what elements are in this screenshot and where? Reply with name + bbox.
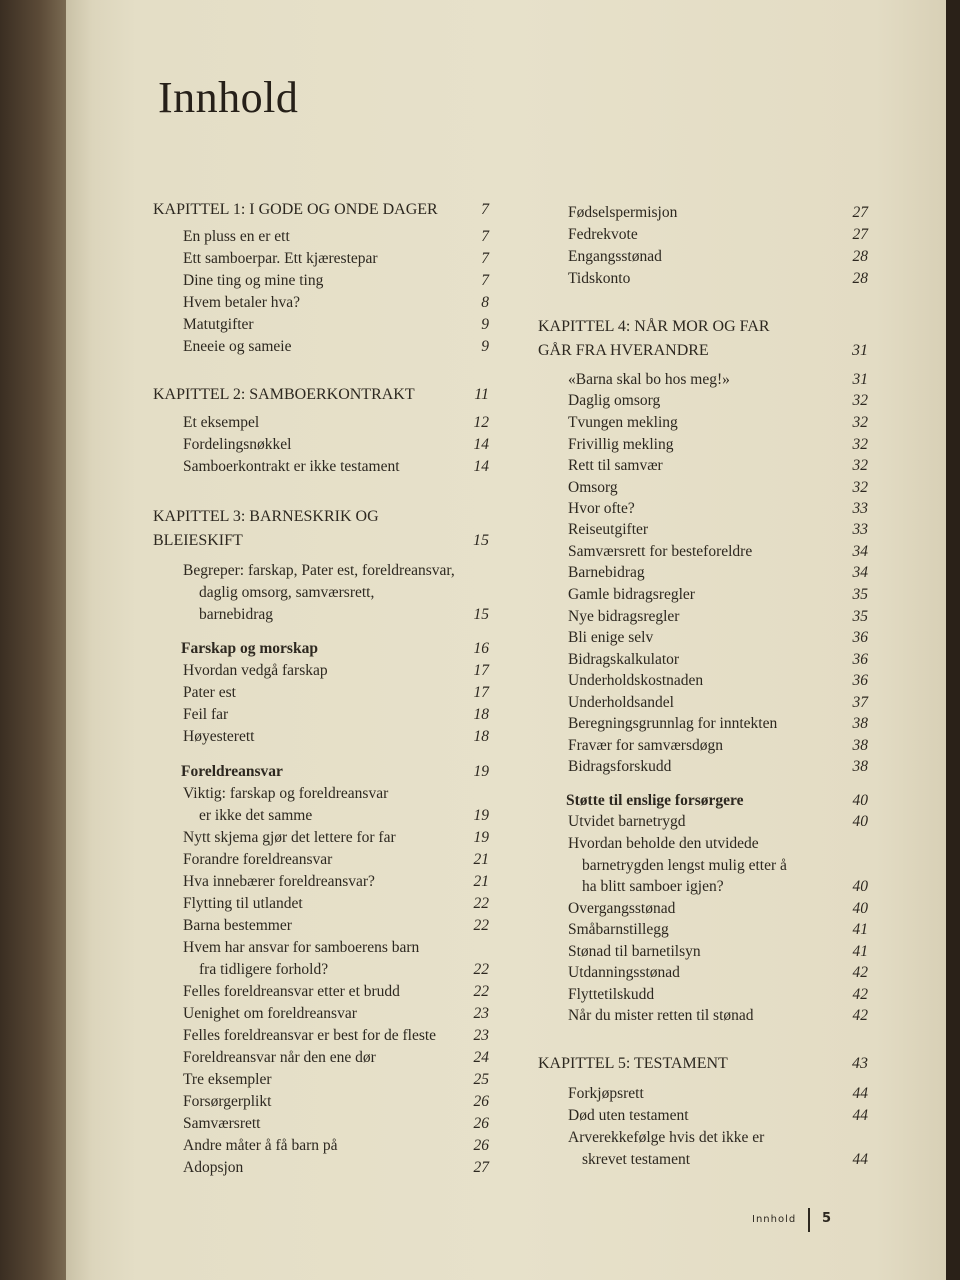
toc-entry-page-number: 34: [852, 543, 868, 560]
toc-entry-title: Beregningsgrunnlag for inntekten: [568, 715, 778, 732]
toc-entry-en-pluss-en-er-ett: [183, 228, 489, 252]
toc-entry-title: Arverekkefølge hvis det ikke er: [568, 1129, 765, 1146]
toc-entry-viktig-farskap-og-foreldreansvar: [183, 785, 489, 809]
toc-entry-dine-ting-og-mine-ting: [183, 272, 489, 296]
toc-entry-title: GÅR FRA HVERANDRE: [538, 342, 709, 359]
toc-entry-page-number: 17: [473, 684, 489, 701]
toc-entry-title: Forsørgerplikt: [183, 1093, 272, 1110]
toc-entry-barnebidrag: [568, 564, 868, 588]
toc-entry-title: En pluss en er ett: [183, 228, 290, 245]
toc-entry-title: barnebidrag: [199, 606, 274, 623]
toc-entry-uenighet-om-foreldreansvar: [183, 1005, 489, 1029]
toc-entry-title: KAPITTEL 3: BARNESKRIK OG: [153, 508, 379, 525]
toc-entry-page-number: 44: [852, 1107, 868, 1124]
toc-entry-ha-blitt-samboer-igjen: [582, 878, 868, 902]
toc-entry-flytting-til-utlandet: [183, 895, 489, 919]
toc-entry-title: Hvem har ansvar for samboerens barn: [183, 939, 420, 956]
toc-entry-title: Samværsrett: [183, 1115, 261, 1132]
toc-entry-page-number: 21: [473, 873, 489, 890]
toc-entry-page-number: 24: [473, 1049, 489, 1066]
toc-entry-title: Barna bestemmer: [183, 917, 292, 934]
toc-entry-title: Småbarnstillegg: [568, 921, 669, 938]
toc-entry-d-d-uten-testament: [568, 1107, 868, 1131]
toc-entry-hvordan-beholde-den-utvidede: [568, 835, 868, 859]
toc-entry-underholdskostnaden: [568, 672, 868, 696]
toc-entry-title: Pater est: [183, 684, 236, 701]
toc-entry-samboerkontrakt-er-ikke-testament: [183, 458, 489, 482]
toc-entry-fors-rgerplikt: [183, 1093, 489, 1117]
toc-entry-title: Felles foreldreansvar etter et brudd: [183, 983, 400, 1000]
toc-entry-title: Utdanningsstønad: [568, 964, 680, 981]
toc-entry-title: BLEIESKIFT: [153, 532, 243, 549]
toc-entry-fedrekvote: [568, 226, 868, 250]
toc-entry-page-number: 8: [481, 294, 489, 311]
toc-entry-title: Gamle bidragsregler: [568, 586, 695, 603]
toc-entry-title: Underholdskostnaden: [568, 672, 704, 689]
footer-divider: [808, 1208, 810, 1232]
toc-entry-page-number: 38: [852, 737, 868, 754]
book-spine: [0, 0, 66, 1280]
toc-entry-page-number: 31: [852, 371, 868, 388]
toc-entry-title: Bidragsforskudd: [568, 758, 672, 775]
toc-entry-title: Forkjøpsrett: [568, 1085, 644, 1102]
toc-entry-page-number: 32: [852, 392, 868, 409]
toc-entry-page-number: 44: [852, 1151, 868, 1168]
toc-entry-page-number: 23: [473, 1005, 489, 1022]
toc-entry-page-number: 9: [481, 338, 489, 355]
toc-entry-page-number: 7: [481, 250, 489, 267]
toc-entry-begreper-farskap-pater-est-foreldreansva: [183, 562, 489, 586]
toc-entry-page-number: 22: [473, 895, 489, 912]
toc-entry-page-number: 42: [852, 986, 868, 1003]
toc-entry-title: Fravær for samværsdøgn: [568, 737, 723, 754]
toc-entry-page-number: 27: [473, 1159, 489, 1176]
toc-entry-page-number: 18: [473, 728, 489, 745]
toc-entry-hvem-betaler-hva: [183, 294, 489, 318]
toc-entry-title: Eneeie og sameie: [183, 338, 292, 355]
toc-entry-page-number: 40: [852, 792, 868, 809]
toc-entry-page-number: 22: [473, 961, 489, 978]
toc-entry-tidskonto: [568, 270, 868, 294]
toc-section-foreldreansvar: [181, 763, 489, 787]
toc-entry-title: skrevet testament: [582, 1151, 691, 1168]
toc-entry-er-ikke-det-samme: [199, 807, 489, 831]
toc-entry-title: KAPITTEL 1: I GODE OG ONDE DAGER: [153, 201, 438, 218]
toc-entry-hva-inneb-rer-foreldreansvar: [183, 873, 489, 897]
toc-entry-page-number: 35: [852, 586, 868, 603]
toc-entry-title: Utvidet barnetrygd: [568, 813, 686, 830]
toc-entry-fordelingsn-kkel: [183, 436, 489, 460]
toc-entry-page-number: 26: [473, 1093, 489, 1110]
toc-entry-page-number: 32: [852, 436, 868, 453]
toc-entry-title: Tidskonto: [568, 270, 631, 287]
toc-entry-pater-est: [183, 684, 489, 708]
toc-entry-title: Foreldreansvar: [181, 763, 283, 780]
toc-entry-et-eksempel: [183, 414, 489, 438]
toc-chapter-kapittel-4-na-r-mor-og-far: [538, 318, 868, 342]
toc-entry-hvem-har-ansvar-for-samboerens-barn: [183, 939, 489, 963]
toc-entry-na-r-du-mister-retten-til-st-nad: [568, 1007, 868, 1031]
toc-entry-sma-barnstillegg: [568, 921, 868, 945]
toc-entry-page-number: 43: [852, 1055, 868, 1072]
toc-entry-page-number: 18: [473, 706, 489, 723]
toc-entry-rett-til-samv-r: [568, 457, 868, 481]
toc-entry-fra-tidligere-forhold: [199, 961, 489, 985]
toc-entry-page-number: 34: [852, 564, 868, 581]
toc-entry-title: barnetrygden lengst mulig etter å: [582, 857, 787, 874]
toc-entry-tre-eksempler: [183, 1071, 489, 1095]
toc-entry-page-number: 33: [852, 500, 868, 517]
toc-entry-page-number: 19: [473, 807, 489, 824]
toc-entry-title: Hvor ofte?: [568, 500, 635, 517]
toc-entry-title: Matutgifter: [183, 316, 254, 333]
toc-entry-page-number: 7: [481, 272, 489, 289]
toc-entry-title: Foreldreansvar når den ene dør: [183, 1049, 376, 1066]
toc-entry-page-number: 41: [852, 943, 868, 960]
toc-entry-title: Død uten testament: [568, 1107, 689, 1124]
toc-entry-title: Tre eksempler: [183, 1071, 272, 1088]
toc-entry-page-number: 7: [481, 201, 489, 218]
toc-entry-page-number: 36: [852, 672, 868, 689]
toc-entry-page-number: 32: [852, 457, 868, 474]
toc-entry-page-number: 40: [852, 878, 868, 895]
toc-entry-title: Hvem betaler hva?: [183, 294, 301, 311]
toc-entry-utvidet-barnetrygd: [568, 813, 868, 837]
toc-entry-title: Hvordan beholde den utvidede: [568, 835, 759, 852]
toc-entry-page-number: 26: [473, 1137, 489, 1154]
toc-entry-page-number: 42: [852, 964, 868, 981]
toc-entry-page-number: 33: [852, 521, 868, 538]
toc-entry-title: Frivillig mekling: [568, 436, 674, 453]
toc-entry-bidragsforskudd: [568, 758, 868, 782]
toc-entry-daglig-omsorg-samv-rsrett: [199, 584, 489, 608]
toc-entry-page-number: 31: [852, 342, 868, 359]
toc-entry-page-number: 37: [852, 694, 868, 711]
toc-entry-title: Fordelingsnøkkel: [183, 436, 292, 453]
toc-entry-title: Overgangsstønad: [568, 900, 676, 917]
toc-entry-page-number: 17: [473, 662, 489, 679]
toc-entry-tvungen-mekling: [568, 414, 868, 438]
toc-entry-page-number: 40: [852, 813, 868, 830]
toc-entry-page-number: 38: [852, 715, 868, 732]
page-title: Innhold: [158, 73, 299, 122]
toc-entry-title: «Barna skal bo hos meg!»: [568, 371, 730, 388]
toc-entry-title: ha blitt samboer igjen?: [582, 878, 724, 895]
toc-entry-page-number: 23: [473, 1027, 489, 1044]
toc-entry-title: er ikke det samme: [199, 807, 313, 824]
toc-entry-title: Andre måter å få barn på: [183, 1137, 338, 1154]
toc-entry-page-number: 27: [852, 226, 868, 243]
toc-entry-page-number: 19: [473, 829, 489, 846]
toc-entry-ett-samboerpar-ett-kj-restepar: [183, 250, 489, 274]
toc-entry-title: Et eksempel: [183, 414, 260, 431]
toc-entry-title: Fedrekvote: [568, 226, 638, 243]
toc-entry-title: Engangsstønad: [568, 248, 662, 265]
toc-entry-foreldreansvar-na-r-den-ene-d-r: [183, 1049, 489, 1073]
toc-entry-title: fra tidligere forhold?: [199, 961, 329, 978]
toc-entry-title: Fødselspermisjon: [568, 204, 678, 221]
toc-entry-page-number: 27: [852, 204, 868, 221]
toc-entry-page-number: 21: [473, 851, 489, 868]
toc-entry-title: Adopsjon: [183, 1159, 244, 1176]
toc-entry-title: Begreper: farskap, Pater est, foreldreansvar,: [183, 562, 455, 579]
toc-entry-title: Når du mister retten til stønad: [568, 1007, 754, 1024]
toc-entry-title: Rett til samvær: [568, 457, 663, 474]
toc-entry-felles-foreldreansvar-er-best-for-de-fle: [183, 1027, 489, 1051]
toc-entry-barnebidrag: [199, 606, 489, 630]
toc-entry-title: Tvungen mekling: [568, 414, 678, 431]
toc-entry-forkj-psrett: [568, 1085, 868, 1109]
toc-entry-title: daglig omsorg, samværsrett,: [199, 584, 375, 601]
toc-entry-gamle-bidragsregler: [568, 586, 868, 610]
toc-section-farskap-og-morskap: [181, 640, 489, 664]
toc-entry-nytt-skjema-gj-r-det-lettere-for-far: [183, 829, 489, 853]
toc-entry-page-number: 38: [852, 758, 868, 775]
toc-chapter-kapittel-5-testament: [538, 1055, 868, 1079]
toc-entry-andre-ma-ter-a-fa-barn-pa: [183, 1137, 489, 1161]
toc-entry-samv-rsrett: [183, 1115, 489, 1139]
toc-entry-page-number: 9: [481, 316, 489, 333]
toc-entry-page-number: 11: [474, 386, 489, 403]
toc-entry-title: KAPITTEL 2: SAMBOERKONTRAKT: [153, 386, 415, 403]
toc-entry-h-yesterett: [183, 728, 489, 752]
toc-entry-title: Hva innebærer foreldreansvar?: [183, 873, 375, 890]
toc-entry-page-number: 15: [473, 606, 489, 623]
footer-page-number: 5: [822, 1211, 832, 1226]
toc-chapter-kapittel-1-i-gode-og-onde-dager: [153, 201, 489, 225]
toc-entry-title: Reiseutgifter: [568, 521, 649, 538]
toc-entry-daglig-omsorg: [568, 392, 868, 416]
toc-entry-title: Hvordan vedgå farskap: [183, 662, 328, 679]
toc-entry-page-number: 22: [473, 983, 489, 1000]
toc-entry-title: Nye bidragsregler: [568, 608, 680, 625]
toc-entry-arverekkef-lge-hvis-det-ikke-er: [568, 1129, 868, 1153]
toc-entry-title: Flytting til utlandet: [183, 895, 303, 912]
toc-entry-title: Bli enige selv: [568, 629, 654, 646]
toc-entry-page-number: 28: [852, 270, 868, 287]
toc-entry-title: KAPITTEL 5: TESTAMENT: [538, 1055, 728, 1072]
toc-entry-feil-far: [183, 706, 489, 730]
toc-entry-title: KAPITTEL 4: NÅR MOR OG FAR: [538, 318, 770, 335]
toc-entry-title: Samværsrett for besteforeldre: [568, 543, 753, 560]
toc-chapter-kapittel-2-samboerkontrakt: [153, 386, 489, 410]
toc-entry-title: Farskap og morskap: [181, 640, 318, 657]
toc-chapter-bleieskift: [153, 532, 489, 556]
toc-entry-page-number: 28: [852, 248, 868, 265]
toc-entry-page-number: 41: [852, 921, 868, 938]
toc-entry-page-number: 40: [852, 900, 868, 917]
toc-entry-title: Dine ting og mine ting: [183, 272, 324, 289]
toc-entry-forandre-foreldreansvar: [183, 851, 489, 875]
toc-entry-title: Barnebidrag: [568, 564, 645, 581]
toc-entry-hvordan-vedga-farskap: [183, 662, 489, 686]
toc-entry-title: Støtte til enslige forsørgere: [566, 792, 744, 809]
toc-entry-beregningsgrunnlag-for-inntekten: [568, 715, 868, 739]
toc-entry-page-number: 16: [473, 640, 489, 657]
toc-chapter-kapittel-3-barneskrik-og: [153, 508, 489, 532]
toc-entry-page-number: 12: [473, 414, 489, 431]
footer-section-label: Innhold: [752, 1214, 797, 1225]
toc-entry-page-number: 22: [473, 917, 489, 934]
toc-entry-page-number: 7: [481, 228, 489, 245]
toc-entry-title: Uenighet om foreldreansvar: [183, 1005, 357, 1022]
toc-entry-page-number: 26: [473, 1115, 489, 1132]
toc-entry-page-number: 15: [473, 532, 489, 549]
toc-entry-adopsjon: [183, 1159, 489, 1183]
toc-entry-title: Ett samboerpar. Ett kjærestepar: [183, 250, 378, 267]
toc-entry-engangsst-nad: [568, 248, 868, 272]
toc-entry-title: Flyttetilskudd: [568, 986, 655, 1003]
toc-entry-title: Nytt skjema gjør det lettere for far: [183, 829, 396, 846]
toc-entry-title: Felles foreldreansvar er best for de fleste: [183, 1027, 437, 1044]
toc-entry-title: Bidragskalkulator: [568, 651, 680, 668]
toc-entry-title: Omsorg: [568, 479, 618, 496]
toc-entry-barna-bestemmer: [183, 917, 489, 941]
toc-entry-title: Viktig: farskap og foreldreansvar: [183, 785, 389, 802]
toc-entry-title: Høyesterett: [183, 728, 255, 745]
toc-entry-page-number: 14: [473, 436, 489, 453]
toc-entry-utdanningsst-nad: [568, 964, 868, 988]
toc-entry-skrevet-testament: [582, 1151, 868, 1175]
toc-entry-page-number: 35: [852, 608, 868, 625]
toc-entry-page-number: 14: [473, 458, 489, 475]
toc-entry-page-number: 36: [852, 651, 868, 668]
toc-entry-title: Forandre foreldreansvar: [183, 851, 333, 868]
toc-entry-page-number: 36: [852, 629, 868, 646]
toc-entry-page-number: 19: [473, 763, 489, 780]
toc-entry-title: Samboerkontrakt er ikke testament: [183, 458, 400, 475]
toc-entry-page-number: 32: [852, 414, 868, 431]
toc-entry-page-number: 44: [852, 1085, 868, 1102]
toc-entry-page-number: 25: [473, 1071, 489, 1088]
toc-entry-page-number: 42: [852, 1007, 868, 1024]
toc-entry-page-number: 32: [852, 479, 868, 496]
toc-entry-title: Feil far: [183, 706, 229, 723]
toc-entry-f-dselspermisjon: [568, 204, 868, 228]
toc-entry-title: Underholdsandel: [568, 694, 674, 711]
toc-entry-matutgifter: [183, 316, 489, 340]
toc-entry-title: Daglig omsorg: [568, 392, 661, 409]
toc-chapter-ga-r-fra-hverandre: [538, 342, 868, 366]
toc-entry-bli-enige-selv: [568, 629, 868, 653]
toc-entry-felles-foreldreansvar-etter-et-brudd: [183, 983, 489, 1007]
toc-entry-reiseutgifter: [568, 521, 868, 545]
toc-entry-eneeie-og-sameie: [183, 338, 489, 362]
toc-entry-title: Stønad til barnetilsyn: [568, 943, 701, 960]
